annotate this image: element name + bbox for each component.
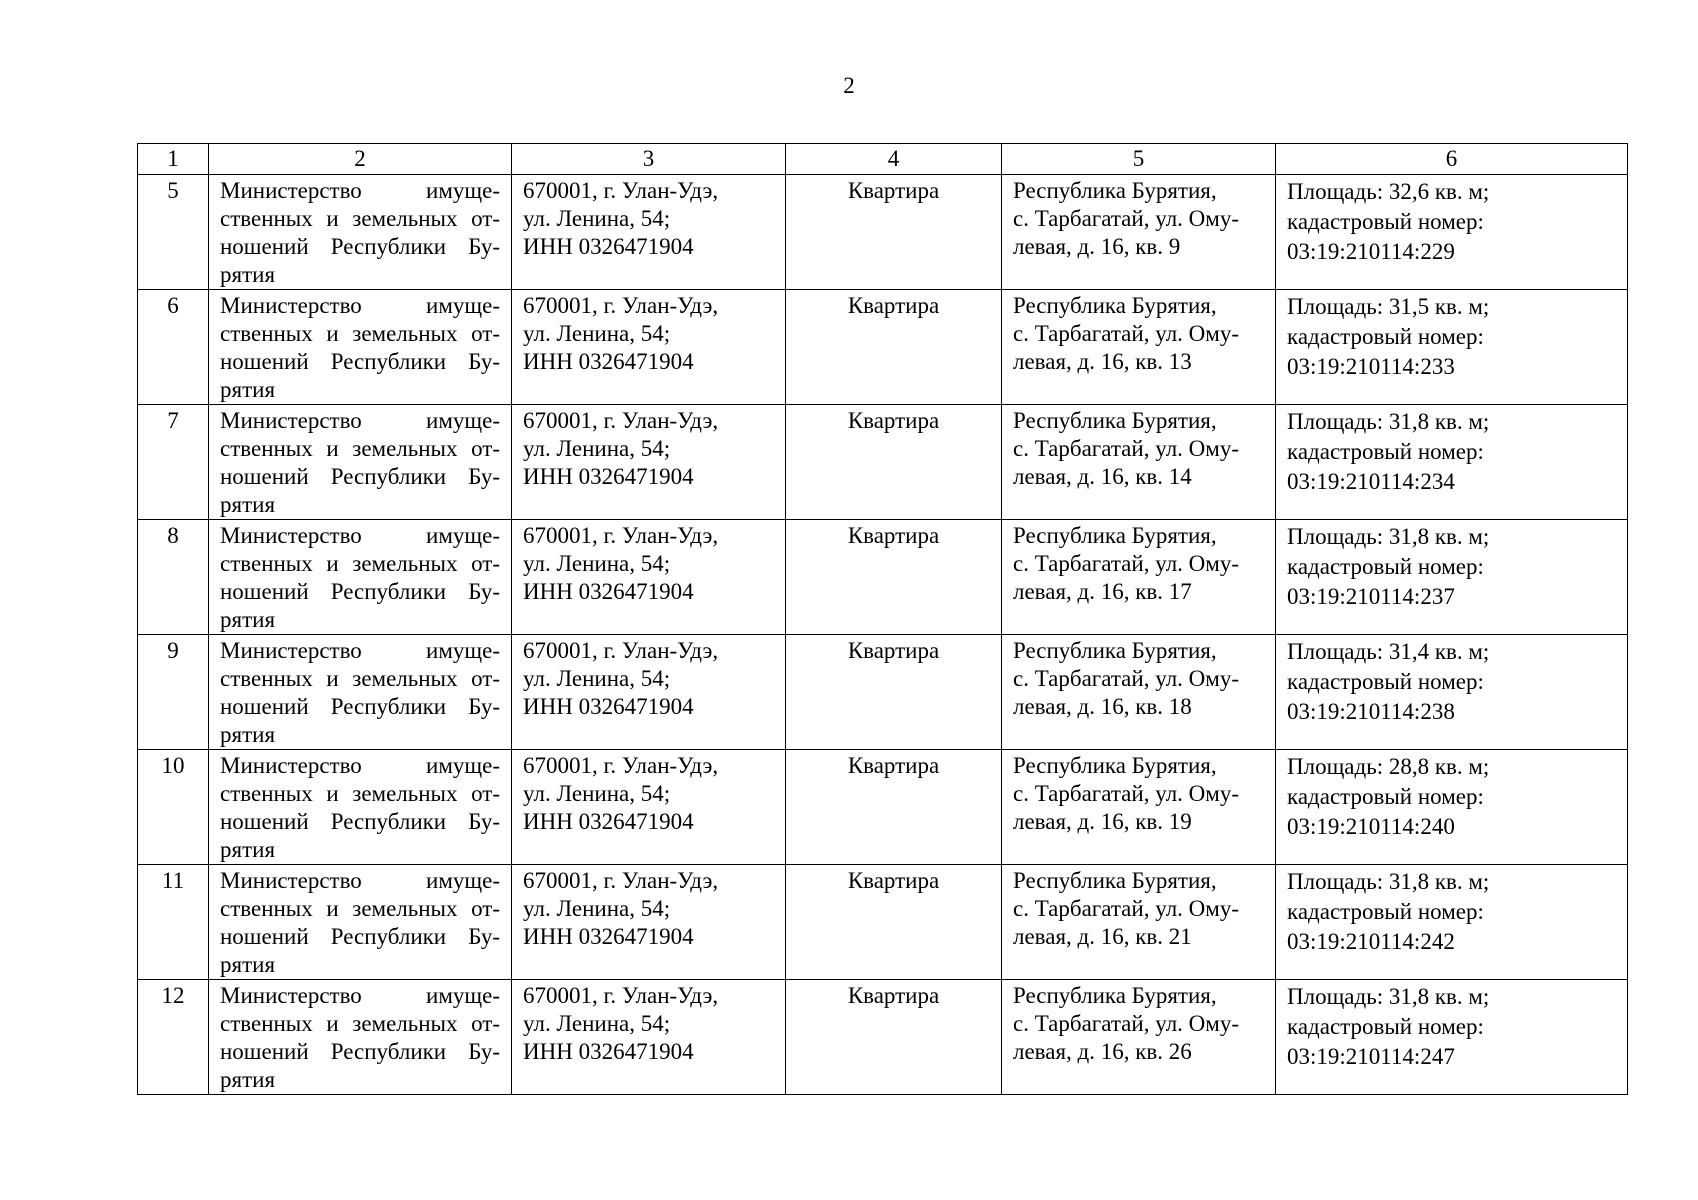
property-type: Квартира xyxy=(847,983,940,1008)
property-details-line: 03:19:210114:229 xyxy=(1287,239,1455,264)
property-address-line: с. Тарбагатай, ул. Ому- xyxy=(1013,666,1239,691)
property-type: Квартира xyxy=(847,753,940,778)
owner-address-line: ИНН 0326471904 xyxy=(523,924,694,949)
property-details-cell xyxy=(1276,290,1628,405)
property-details-line: кадастровый номер: xyxy=(1287,554,1484,579)
property-details-cell xyxy=(1276,865,1628,980)
property-address-line: левая, д. 16, кв. 18 xyxy=(1013,694,1192,719)
owner-address-line: ул. Ленина, 54; xyxy=(523,551,671,576)
property-address-cell xyxy=(1002,635,1276,750)
owner-line: рятия xyxy=(220,1067,276,1092)
owner-line: ношений Республики Бу- xyxy=(220,809,500,834)
property-details-cell xyxy=(1276,405,1628,520)
property-type: Квартира xyxy=(847,638,940,663)
property-address-line: с. Тарбагатай, ул. Ому- xyxy=(1013,896,1239,921)
property-details-line: Площадь: 31,4 кв. м; xyxy=(1287,639,1490,664)
table-body xyxy=(138,144,1628,1095)
property-type: Квартира xyxy=(847,293,940,318)
row-number-cell xyxy=(138,865,209,980)
owner-address-cell xyxy=(512,635,786,750)
owner-line: Министерство имуще- xyxy=(220,293,500,318)
owner-address-line: 670001, г. Улан-Удэ, xyxy=(523,753,719,778)
property-type-cell xyxy=(786,865,1002,980)
owner-address-cell xyxy=(512,750,786,865)
owner-address-line: ул. Ленина, 54; xyxy=(523,206,671,231)
property-address-line: с. Тарбагатай, ул. Ому- xyxy=(1013,781,1239,806)
property-details-line: Площадь: 32,6 кв. м; xyxy=(1287,179,1490,204)
property-details-line: Площадь: 31,8 кв. м; xyxy=(1287,984,1490,1009)
header-cell: 4 xyxy=(786,144,1002,175)
property-details-cell xyxy=(1276,175,1628,290)
property-type: Квартира xyxy=(847,178,940,203)
owner-cell xyxy=(209,980,512,1095)
row-number-cell xyxy=(138,290,209,405)
property-address-line: левая, д. 16, кв. 13 xyxy=(1013,349,1192,374)
property-address-cell xyxy=(1002,405,1276,520)
owner-line: Министерство имуще- xyxy=(220,408,500,433)
property-address-line: с. Тарбагатай, ул. Ому- xyxy=(1013,436,1239,461)
property-type-cell xyxy=(786,520,1002,635)
property-details-cell xyxy=(1276,635,1628,750)
owner-line: ственных и земельных от- xyxy=(220,551,500,576)
property-details-line: 03:19:210114:234 xyxy=(1287,469,1455,494)
property-address-line: левая, д. 16, кв. 21 xyxy=(1013,924,1192,949)
table-row xyxy=(138,635,1628,750)
owner-address-line: ИНН 0326471904 xyxy=(523,234,694,259)
owner-address-cell xyxy=(512,520,786,635)
owner-address-line: 670001, г. Улан-Удэ, xyxy=(523,868,719,893)
property-address-line: Республика Бурятия, xyxy=(1013,178,1217,203)
owner-line: ственных и земельных от- xyxy=(220,1011,500,1036)
owner-address-line: ИНН 0326471904 xyxy=(523,349,694,374)
owner-address-cell xyxy=(512,865,786,980)
property-table xyxy=(137,143,1628,1095)
owner-line: ношений Республики Бу- xyxy=(220,464,500,489)
table-row xyxy=(138,980,1628,1095)
property-type-cell xyxy=(786,750,1002,865)
owner-line: рятия xyxy=(220,377,276,402)
property-details-line: кадастровый номер: xyxy=(1287,1014,1484,1039)
property-details-line: Площадь: 28,8 кв. м; xyxy=(1287,754,1490,779)
owner-address-line: ул. Ленина, 54; xyxy=(523,896,671,921)
owner-line: рятия xyxy=(220,607,276,632)
property-address-line: Республика Бурятия, xyxy=(1013,753,1217,778)
property-address-line: Республика Бурятия, xyxy=(1013,293,1217,318)
property-type-cell xyxy=(786,175,1002,290)
row-number-cell xyxy=(138,750,209,865)
row-number: 11 xyxy=(161,868,185,893)
owner-cell xyxy=(209,520,512,635)
property-address-line: левая, д. 16, кв. 17 xyxy=(1013,579,1192,604)
header-cell: 6 xyxy=(1276,144,1628,175)
owner-line: ношений Республики Бу- xyxy=(220,1039,500,1064)
owner-address-line: 670001, г. Улан-Удэ, xyxy=(523,638,719,663)
property-details-line: Площадь: 31,8 кв. м; xyxy=(1287,409,1490,434)
property-details-line: Площадь: 31,8 кв. м; xyxy=(1287,869,1490,894)
owner-cell xyxy=(209,865,512,980)
property-address-cell xyxy=(1002,750,1276,865)
table-header-row xyxy=(138,144,1628,175)
owner-address-line: ул. Ленина, 54; xyxy=(523,321,671,346)
owner-address-line: 670001, г. Улан-Удэ, xyxy=(523,293,719,318)
owner-cell xyxy=(209,405,512,520)
property-address-line: левая, д. 16, кв. 19 xyxy=(1013,809,1192,834)
owner-address-line: ИНН 0326471904 xyxy=(523,694,694,719)
row-number: 8 xyxy=(167,523,179,548)
owner-line: рятия xyxy=(220,262,276,287)
table-row xyxy=(138,520,1628,635)
owner-address-line: ИНН 0326471904 xyxy=(523,579,694,604)
property-address-line: с. Тарбагатай, ул. Ому- xyxy=(1013,321,1239,346)
owner-address-line: 670001, г. Улан-Удэ, xyxy=(523,983,719,1008)
owner-line: ственных и земельных от- xyxy=(220,896,500,921)
owner-address-line: ИНН 0326471904 xyxy=(523,1039,694,1064)
property-address-line: Республика Бурятия, xyxy=(1013,408,1217,433)
owner-address-cell xyxy=(512,290,786,405)
owner-address-line: ул. Ленина, 54; xyxy=(523,1011,671,1036)
owner-address-line: 670001, г. Улан-Удэ, xyxy=(523,178,719,203)
property-details-line: 03:19:210114:247 xyxy=(1287,1044,1455,1069)
owner-cell xyxy=(209,290,512,405)
row-number-cell xyxy=(138,175,209,290)
row-number-cell xyxy=(138,635,209,750)
property-type-cell xyxy=(786,980,1002,1095)
owner-cell xyxy=(209,175,512,290)
owner-address-line: ИНН 0326471904 xyxy=(523,809,694,834)
owner-line: ношений Республики Бу- xyxy=(220,924,500,949)
property-address-line: левая, д. 16, кв. 14 xyxy=(1013,464,1192,489)
property-details-line: кадастровый номер: xyxy=(1287,784,1484,809)
owner-address-line: ул. Ленина, 54; xyxy=(523,666,671,691)
property-details-line: Площадь: 31,8 кв. м; xyxy=(1287,524,1490,549)
owner-line: ношений Республики Бу- xyxy=(220,349,500,374)
property-address-cell xyxy=(1002,980,1276,1095)
row-number: 7 xyxy=(167,408,179,433)
page-number: 2 xyxy=(843,73,855,98)
property-details-line: 03:19:210114:233 xyxy=(1287,354,1455,379)
property-address-line: Республика Бурятия, xyxy=(1013,983,1217,1008)
property-address-cell xyxy=(1002,290,1276,405)
owner-line: рятия xyxy=(220,837,276,862)
row-number-cell xyxy=(138,520,209,635)
property-address-line: левая, д. 16, кв. 9 xyxy=(1013,234,1181,259)
property-type: Квартира xyxy=(847,408,940,433)
owner-line: рятия xyxy=(220,722,276,747)
property-details-line: кадастровый номер: xyxy=(1287,439,1484,464)
row-number: 12 xyxy=(161,983,185,1008)
row-number: 5 xyxy=(167,178,179,203)
property-address-cell xyxy=(1002,175,1276,290)
property-address-line: левая, д. 16, кв. 26 xyxy=(1013,1039,1192,1064)
property-details-cell xyxy=(1276,750,1628,865)
owner-line: Министерство имуще- xyxy=(220,983,500,1008)
property-type-cell xyxy=(786,405,1002,520)
owner-line: Министерство имуще- xyxy=(220,868,500,893)
property-type-cell xyxy=(786,290,1002,405)
property-type-cell xyxy=(786,635,1002,750)
property-details-cell xyxy=(1276,980,1628,1095)
owner-line: ношений Республики Бу- xyxy=(220,579,500,604)
header-cell: 5 xyxy=(1002,144,1276,175)
row-number: 6 xyxy=(167,293,179,318)
owner-line: рятия xyxy=(220,492,276,517)
header-cell: 2 xyxy=(209,144,512,175)
property-address-line: с. Тарбагатай, ул. Ому- xyxy=(1013,551,1239,576)
property-details-line: 03:19:210114:240 xyxy=(1287,814,1455,839)
owner-line: Министерство имуще- xyxy=(220,753,500,778)
row-number-cell xyxy=(138,405,209,520)
property-details-line: 03:19:210114:242 xyxy=(1287,929,1455,954)
owner-line: Министерство имуще- xyxy=(220,638,500,663)
row-number: 9 xyxy=(167,638,179,663)
table-row xyxy=(138,865,1628,980)
owner-address-line: 670001, г. Улан-Удэ, xyxy=(523,523,719,548)
property-address-line: Республика Бурятия, xyxy=(1013,638,1217,663)
owner-line: ношений Республики Бу- xyxy=(220,694,500,719)
owner-address-line: ул. Ленина, 54; xyxy=(523,436,671,461)
owner-address-line: 670001, г. Улан-Удэ, xyxy=(523,408,719,433)
property-address-line: с. Тарбагатай, ул. Ому- xyxy=(1013,206,1239,231)
table-row xyxy=(138,405,1628,520)
owner-address-line: ИНН 0326471904 xyxy=(523,464,694,489)
property-details-line: Площадь: 31,5 кв. м; xyxy=(1287,294,1490,319)
property-type: Квартира xyxy=(847,868,940,893)
property-address-line: с. Тарбагатай, ул. Ому- xyxy=(1013,1011,1239,1036)
table-row xyxy=(138,175,1628,290)
header-cell: 1 xyxy=(138,144,209,175)
owner-address-line: ул. Ленина, 54; xyxy=(523,781,671,806)
owner-address-cell xyxy=(512,405,786,520)
owner-line: ственных и земельных от- xyxy=(220,206,500,231)
row-number-cell xyxy=(138,980,209,1095)
owner-line: ственных и земельных от- xyxy=(220,666,500,691)
owner-line: ственных и земельных от- xyxy=(220,321,500,346)
owner-address-cell xyxy=(512,980,786,1095)
owner-cell xyxy=(209,750,512,865)
owner-line: Министерство имуще- xyxy=(220,178,500,203)
property-address-cell xyxy=(1002,520,1276,635)
owner-address-cell xyxy=(512,175,786,290)
property-address-line: Республика Бурятия, xyxy=(1013,868,1217,893)
table-row xyxy=(138,290,1628,405)
property-type: Квартира xyxy=(847,523,940,548)
owner-line: ственных и земельных от- xyxy=(220,781,500,806)
table-row xyxy=(138,750,1628,865)
property-address-line: Республика Бурятия, xyxy=(1013,523,1217,548)
property-details-line: кадастровый номер: xyxy=(1287,324,1484,349)
owner-line: Министерство имуще- xyxy=(220,523,500,548)
property-details-line: кадастровый номер: xyxy=(1287,669,1484,694)
property-details-line: 03:19:210114:237 xyxy=(1287,584,1455,609)
property-details-line: кадастровый номер: xyxy=(1287,209,1484,234)
owner-line: ношений Республики Бу- xyxy=(220,234,500,259)
property-details-line: 03:19:210114:238 xyxy=(1287,699,1455,724)
owner-line: рятия xyxy=(220,952,276,977)
owner-cell xyxy=(209,635,512,750)
row-number: 10 xyxy=(161,753,185,778)
owner-line: ственных и земельных от- xyxy=(220,436,500,461)
property-address-cell xyxy=(1002,865,1276,980)
header-cell: 3 xyxy=(512,144,786,175)
property-details-line: кадастровый номер: xyxy=(1287,899,1484,924)
property-details-cell xyxy=(1276,520,1628,635)
